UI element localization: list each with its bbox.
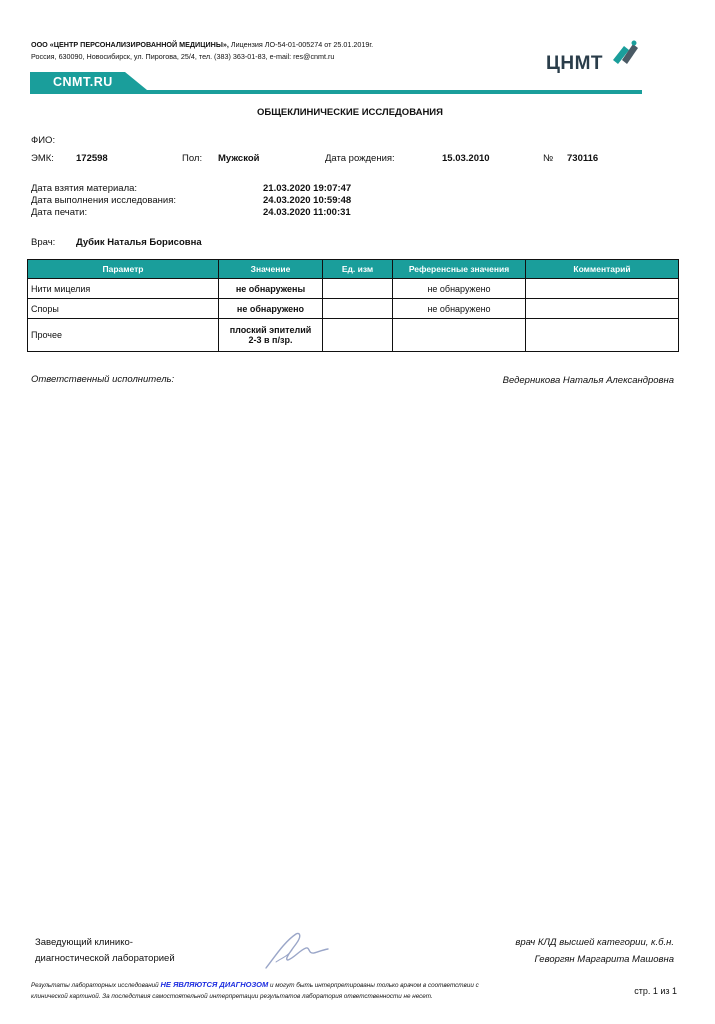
comment-cell — [526, 279, 679, 299]
results-table — [27, 259, 679, 352]
head-of-lab-line: Заведующий клинико- — [35, 937, 133, 948]
table-row — [28, 279, 679, 299]
lab-doctor-name: Геворгян Маргарита Машовна — [534, 954, 674, 965]
column-header-comment: Комментарий — [526, 260, 679, 279]
logo-text: ЦНМТ — [546, 53, 604, 74]
unit-cell — [323, 279, 393, 299]
reference-cell: не обнаружено — [393, 299, 526, 319]
value-cell: не обнаружено — [219, 299, 323, 319]
head-of-lab-line: диагностической лабораторией — [35, 953, 175, 964]
sex-label: Пол: — [182, 153, 203, 164]
header-band — [30, 72, 642, 94]
unit-cell — [323, 319, 393, 352]
disclaimer-text: и могут быть интерпретированы только врачом в соответствии с — [268, 982, 479, 989]
reference-cell — [393, 319, 526, 352]
signature-icon — [262, 928, 332, 972]
column-header-unit: Ед. изм — [323, 260, 393, 279]
material-date-label: Дата взятия материала: — [31, 183, 138, 194]
disclaimer — [31, 980, 479, 989]
value-line: плоский эпителий — [229, 325, 312, 335]
doctor-label: Врач: — [31, 237, 56, 248]
table-row — [28, 299, 679, 319]
disclaimer-text: Результаты лабораторных исследований — [31, 982, 161, 989]
value-cell — [219, 319, 323, 352]
completion-date-label: Дата выполнения исследования: — [31, 195, 176, 206]
organization-line — [31, 40, 373, 49]
sex-value: Мужской — [218, 153, 260, 164]
organization-address: Россия, 630090, Новосибирск, ул. Пирогова, 25/4, тел. (383) 363-01-83, e-mail: res@cnmt.ru — [31, 52, 335, 61]
table-header-row — [28, 260, 679, 279]
dob-value: 15.03.2010 — [442, 153, 490, 164]
parameter-cell: Споры — [28, 299, 219, 319]
column-header-value: Значение — [219, 260, 323, 279]
head-of-lab — [35, 935, 175, 967]
responsible-label: Ответственный исполнитель: — [31, 374, 175, 385]
value-cell: не обнаружены — [219, 279, 323, 299]
emk-label: ЭМК: — [31, 153, 54, 164]
comment-cell — [526, 319, 679, 352]
table-row — [28, 319, 679, 352]
page-number: стр. 1 из 1 — [634, 986, 677, 996]
emk-value: 172598 — [76, 153, 108, 164]
responsible-name: Ведерникова Наталья Александровна — [502, 375, 674, 386]
logo-icon — [610, 38, 640, 68]
column-header-reference: Референсные значения — [393, 260, 526, 279]
site-url: CNMT.RU — [53, 75, 113, 89]
parameter-cell: Нити мицелия — [28, 279, 219, 299]
dob-label: Дата рождения: — [325, 153, 395, 164]
doctor-name: Дубик Наталья Борисовна — [76, 237, 202, 248]
organization-name: ООО «ЦЕНТР ПЕРСОНАЛИЗИРОВАННОЙ МЕДИЦИНЫ», — [31, 40, 229, 49]
column-header-parameter: Параметр — [28, 260, 219, 279]
disclaimer-line: клинической картиной. За последствия самостоятельной интерпретации результатов лаборатория ответственности не несет. — [31, 993, 433, 1000]
disclaimer-highlight: НЕ ЯВЛЯЮТСЯ ДИАГНОЗОМ — [160, 980, 269, 989]
number-value: 730116 — [567, 153, 599, 164]
print-date-value: 24.03.2020 11:00:31 — [263, 207, 351, 218]
parameter-cell: Прочее — [28, 319, 219, 352]
comment-cell — [526, 299, 679, 319]
value-line: 2-3 в п/зр. — [248, 335, 293, 345]
material-date-value: 21.03.2020 19:07:47 — [263, 183, 352, 194]
completion-date-value: 24.03.2020 10:59:48 — [263, 195, 352, 206]
fio-label: ФИО: — [31, 135, 56, 146]
document-title: ОБЩЕКЛИНИЧЕСКИЕ ИССЛЕДОВАНИЯ — [257, 107, 443, 118]
number-label: № — [543, 153, 554, 164]
reference-cell: не обнаружено — [393, 279, 526, 299]
license-text: Лицензия ЛО-54-01-005274 от 25.01.2019г. — [228, 40, 374, 49]
print-date-label: Дата печати: — [31, 207, 88, 218]
unit-cell — [323, 299, 393, 319]
lab-doctor-title: врач КЛД высшей категории, к.б.н. — [515, 937, 674, 948]
